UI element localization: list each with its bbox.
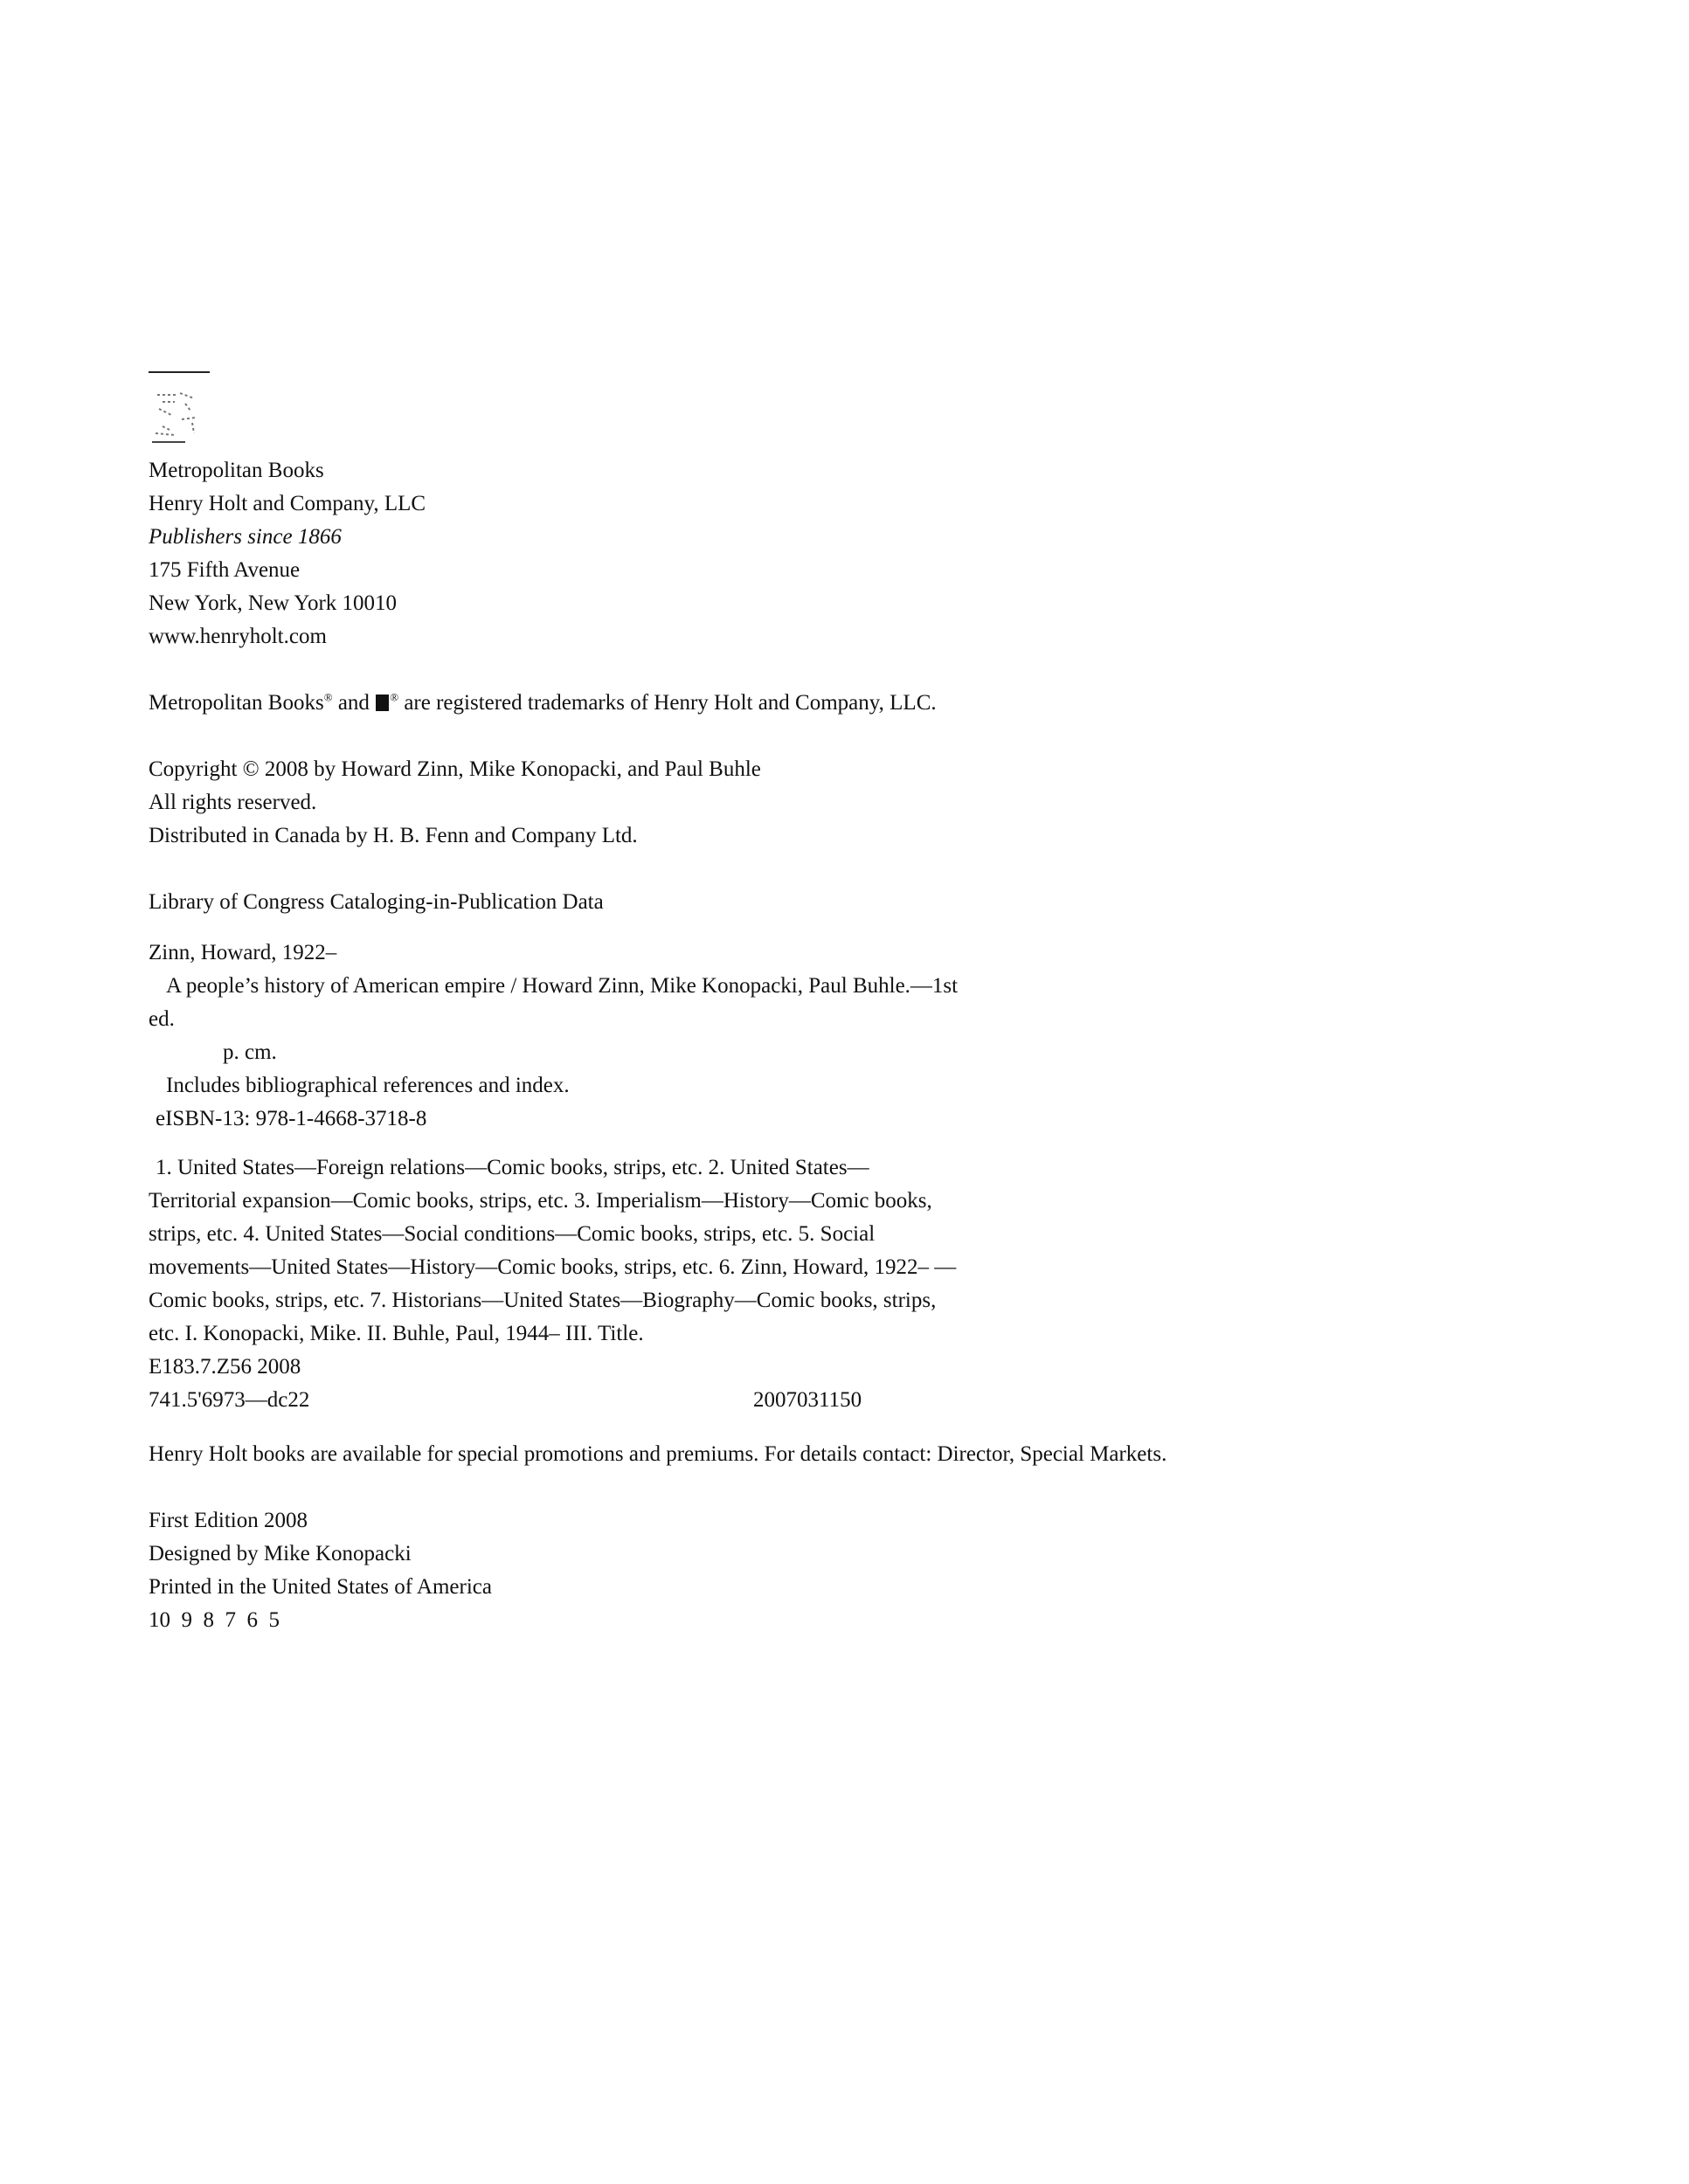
lc-classification: E183.7.Z56 2008	[149, 1355, 301, 1379]
street-address: 175 Fifth Avenue	[149, 558, 301, 582]
rights-line: All rights reserved.	[149, 791, 317, 814]
special-markets-note: Henry Holt books are available for special promotions and premiums. For details contact: Director, Special Markets.	[149, 1442, 1167, 1466]
dewey-row	[149, 1384, 956, 1417]
cip-pagination: p. cm.	[223, 1040, 277, 1064]
designer-credit: Designed by Mike Konopacki	[149, 1542, 412, 1565]
cip-record	[149, 936, 958, 1136]
cip-heading: Library of Congress Cataloging-in-Publication Data	[149, 890, 604, 914]
subject-line: etc. I. Konopacki, Mike. II. Buhle, Paul, 1944– III. Title.	[149, 1322, 644, 1345]
distribution-line: Distributed in Canada by H. B. Fenn and Company Ltd.	[149, 824, 638, 847]
publisher-address	[149, 454, 426, 653]
cip-title-continued: ed.	[149, 1007, 175, 1031]
special-markets-block	[149, 1438, 1166, 1471]
cip-heading-block	[149, 886, 604, 919]
cip-includes: Includes bibliographical references and index.	[166, 1074, 570, 1097]
trademark-notice	[149, 687, 937, 720]
printed-in: Printed in the United States of America	[149, 1575, 492, 1599]
cip-author: Zinn, Howard, 1922–	[149, 941, 337, 964]
city-address: New York, New York 10010	[149, 591, 398, 615]
copyright-line: Copyright © 2008 by Howard Zinn, Mike Konopacki, and Paul Buhle	[149, 757, 761, 781]
subject-line: movements—United States—History—Comic books, strips, etc. 6. Zinn, Howard, 1922– —	[149, 1255, 957, 1279]
registered-mark: ®	[323, 690, 333, 704]
cip-isbn: eISBN-13: 978-1-4668-3718-8	[156, 1107, 427, 1130]
publisher-logo-icon	[150, 384, 211, 446]
cip-subjects	[149, 1151, 956, 1417]
dewey-number: 741.5'6973—dc22	[149, 1388, 310, 1412]
subject-line: Territorial expansion—Comic books, strips, etc. 3. Imperialism—History—Comic books,	[149, 1189, 932, 1213]
publisher-since: Publishers since 1866	[149, 525, 342, 549]
imprint-name: Metropolitan Books	[149, 459, 324, 482]
lccn-number: 2007031150	[753, 1388, 862, 1412]
subject-line: Comic books, strips, etc. 7. Historians—United States—Biography—Comic books, strips,	[149, 1289, 937, 1312]
trademark-imprint: Metropolitan Books	[149, 691, 324, 715]
first-edition: First Edition 2008	[149, 1509, 308, 1532]
trademark-and: and	[332, 691, 376, 715]
edition-block	[149, 1504, 492, 1637]
trademark-suffix: are registered trademarks of Henry Holt and Company, LLC.	[398, 691, 937, 715]
subject-line: 1. United States—Foreign relations—Comic books, strips, etc. 2. United States—	[156, 1156, 869, 1179]
publisher-symbol-icon	[376, 695, 389, 711]
copyright-block	[149, 753, 761, 853]
website-link[interactable]: www.henryholt.com	[149, 625, 327, 648]
subject-line: strips, etc. 4. United States—Social conditions—Comic books, strips, etc. 5. Social	[149, 1222, 876, 1246]
company-name: Henry Holt and Company, LLC	[149, 492, 426, 515]
cip-title: A people’s history of American empire / Howard Zinn, Mike Konopacki, Paul Buhle.—1st	[166, 974, 959, 998]
printing-line: 10 9 8 7 6 5	[149, 1608, 280, 1632]
registered-mark-2: ®	[390, 690, 399, 704]
logo-rule	[149, 371, 210, 373]
